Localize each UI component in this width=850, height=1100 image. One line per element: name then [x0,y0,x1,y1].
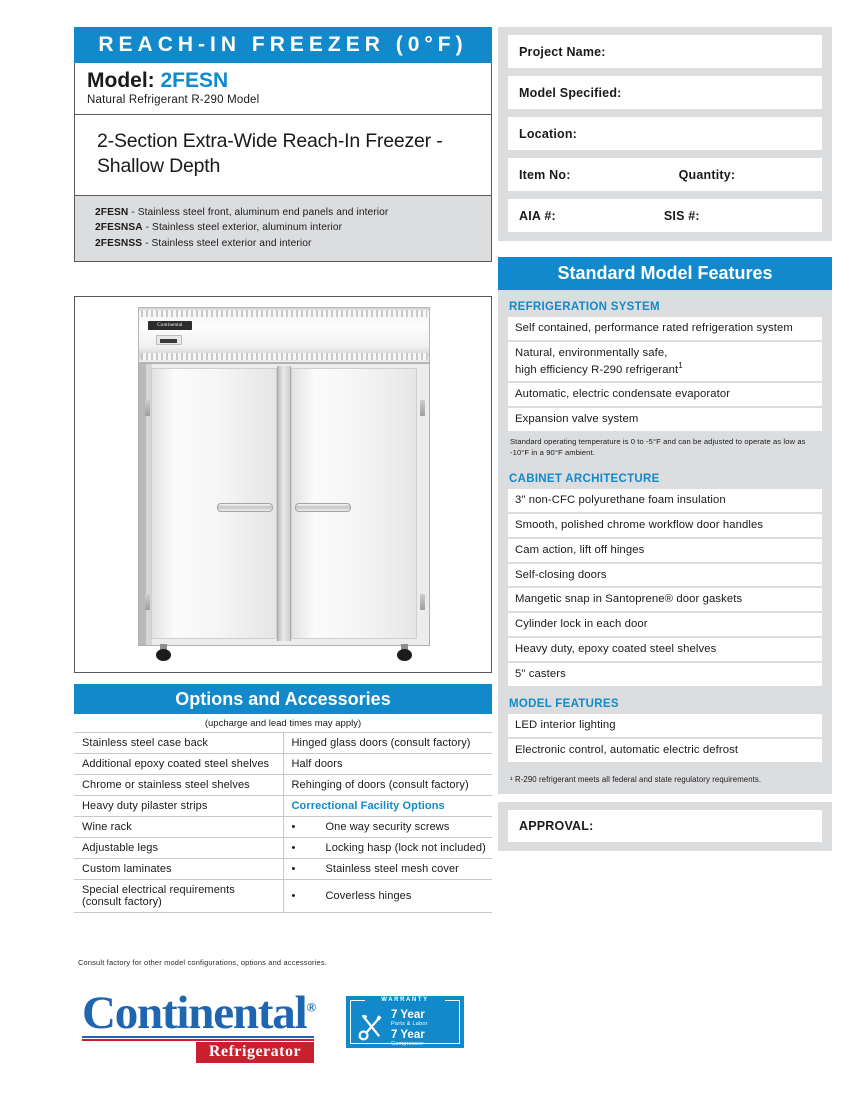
feature-item: Smooth, polished chrome workflow door handles [508,514,822,537]
product-image [74,296,492,673]
control-panel-icon [156,335,182,345]
hinge-icon [420,400,425,416]
table-row [74,796,492,817]
model-features-heading: MODEL FEATURES [509,698,619,711]
options-table [74,732,492,913]
louver-vent-bottom [141,353,427,360]
option-left: Adjustable legs [74,838,283,859]
feature-line-2: high efficiency R-290 refrigerant$^1$ [515,360,683,376]
option-right [283,838,492,859]
option-left: Stainless steel case back [74,733,283,754]
feature-item: 3" non-CFC polyurethane foam insulation [508,489,822,512]
project-name-field[interactable] [508,35,822,68]
table-row [74,754,492,775]
feature-item: Electronic control, automatic electric defrost [508,739,822,762]
warranty-badge-frame [350,997,460,1048]
model-specified-label: Model Specified: [519,85,622,100]
option-left: Heavy duty pilaster strips [74,796,283,817]
model-subtitle: Natural Refrigerant R-290 Model [87,94,260,107]
caster-icon [397,644,412,661]
options-note: (upcharge and lead times may apply) [204,718,362,729]
description-box [74,115,492,196]
sis-label: SIS #: [663,208,700,223]
bullet-icon: • [291,821,296,833]
table-row [74,733,492,754]
model-specified-field[interactable] [508,76,822,109]
warranty-compressor-years: 7 Year [391,1029,425,1042]
option-right [283,859,492,880]
option-right-text: Locking hasp (lock not included) [325,842,486,854]
option-left: Wine rack [74,817,283,838]
feature-item: Automatic, electric condensate evaporator [508,383,822,406]
variant-code: 2FESNSA [95,222,143,234]
variant-list [74,196,492,263]
aia-label: AIA #: [519,208,556,223]
option-right [283,880,492,913]
table-row [74,838,492,859]
feature-item: LED interior lighting [508,714,822,737]
options-banner: Options and Accessories [74,684,492,714]
table-row [74,775,492,796]
right-column [498,27,832,851]
logo-subtitle: Refrigerator [196,1042,314,1063]
freezer-unit-illustration [138,307,430,662]
variant-code: 2FESNSS [95,237,143,249]
model-line [87,70,479,92]
table-row [74,880,492,913]
variant-item [95,236,471,252]
cabinet-architecture-heading: CABINET ARCHITECTURE [509,472,660,485]
warranty-compressor-label: Compressor [391,1041,424,1048]
logo-rule-red [82,1039,314,1041]
product-description: 2-Section Extra-Wide Reach-In Freezer - Shallow Depth [97,130,443,177]
approval-field[interactable] [508,810,822,842]
correctional-options-heading: Correctional Facility Options [283,796,492,817]
item-no-quantity-field[interactable] [508,158,822,191]
hinge-icon [420,594,425,610]
feature-item: Self-closing doors [508,564,822,587]
variant-text: - Stainless steel front, aluminum end panels and interior [128,206,389,218]
variant-code: 2FESN [95,206,129,218]
table-row [74,859,492,880]
option-left: Custom laminates [74,859,283,880]
item-no-label: Item No: [519,167,571,182]
hinge-icon [145,594,150,610]
warranty-badge [346,996,464,1048]
project-form-panel [498,27,832,241]
feature-item: Self contained, performance rated refrigeration system [508,317,822,340]
warranty-text-block [391,1009,428,1050]
location-field[interactable] [508,117,822,150]
option-right-text: Stainless steel mesh cover [325,863,459,875]
consult-factory-note: Consult factory for other model configurations, options and accessories. [78,958,327,967]
warranty-title: WARRANTY [365,996,445,1004]
page-title: REACH-IN FREEZER (0°F) [74,27,492,63]
location-label: Location: [519,126,578,141]
left-column [74,27,492,262]
quantity-label: Quantity: [678,167,736,182]
features-panel [498,290,832,794]
aia-sis-field[interactable] [508,199,822,232]
option-right [283,817,492,838]
center-mullion [277,366,291,641]
warranty-parts-years: 7 Year [391,1009,425,1021]
feature-item: Cam action, lift off hinges [508,539,822,562]
logo-wordmark [82,987,315,1039]
variant-text: - Stainless steel exterior, aluminum interior [142,222,343,234]
approval-panel [498,802,832,851]
option-right: Half doors [283,754,492,775]
brand-nameplate: Continental [148,321,192,330]
options-section [74,684,492,913]
hinge-icon [145,400,150,416]
approval-label: APPROVAL: [519,818,594,833]
feature-item: 5" casters [508,663,822,686]
option-left: Special electrical requirements (consult factory) [74,880,283,913]
warranty-parts-label: Parts & Labor [391,1021,428,1028]
door-handle-right [295,503,351,512]
feature-line-1: Natural, environmentally safe, [515,346,668,359]
feature-item: Expansion valve system [508,408,822,431]
model-box [74,63,492,115]
compressor-top-section [138,307,430,363]
refrigeration-system-heading: REFRIGERATION SYSTEM [509,301,660,313]
model-label: Model: [87,69,155,92]
features-banner: Standard Model Features [498,257,832,290]
wrench-screwdriver-icon [357,1012,387,1042]
bullet-icon: • [291,863,296,875]
continental-logo [82,987,315,1063]
bullet-icon: • [291,890,296,902]
table-row [74,817,492,838]
variant-item [95,205,471,221]
logo-text: Continental [82,987,307,1039]
refrigerant-footnote: ¹ R-290 refrigerant meets all federal and state regulatory requirements. [510,774,762,784]
feature-item: Cylinder lock in each door [508,613,822,636]
caster-icon [156,644,171,661]
feature-item: Heavy duty, epoxy coated steel shelves [508,638,822,661]
option-right: Hinged glass doors (consult factory) [283,733,492,754]
option-right: Rehinging of doors (consult factory) [283,775,492,796]
option-left: Additional epoxy coated steel shelves [74,754,283,775]
registered-mark-icon: ® [306,999,315,1015]
option-left: Chrome or stainless steel shelves [74,775,283,796]
bullet-icon: • [291,842,296,854]
feature-item: Mangetic snap in Santoprene® door gaskets [508,588,822,611]
louver-vent-top [141,310,427,317]
option-right-text: One way security screws [325,821,450,833]
cabinet-body [138,363,430,646]
door-handle-left [217,503,273,512]
operating-temperature-note: Standard operating temperature is 0 to -5°F and can be adjusted to operate as low as -10°F in a 90°F ambient. [510,437,806,458]
feature-item [508,342,822,382]
variant-text: - Stainless steel exterior and interior [142,237,312,249]
footnote-marker: 1 [678,360,683,370]
variant-item [95,220,471,236]
project-name-label: Project Name: [519,44,606,59]
model-code: 2FESN [160,69,229,92]
option-right-text: Coverless hinges [325,890,412,902]
